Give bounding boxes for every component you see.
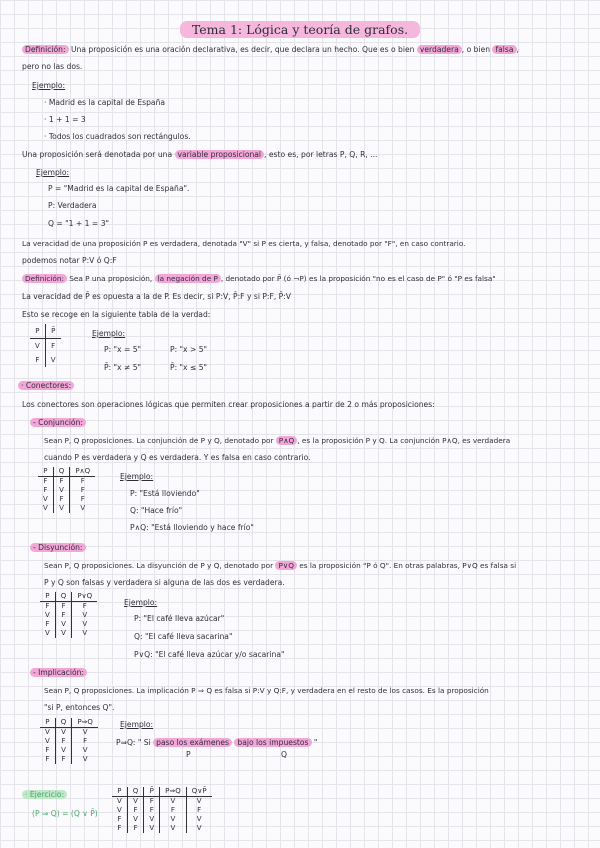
table-cell: V bbox=[45, 737, 50, 745]
table-cell: V bbox=[55, 728, 72, 738]
negation-example: P̄: "x ≠ 5" bbox=[104, 363, 142, 372]
table-cell: V bbox=[160, 815, 187, 824]
table-cell: V bbox=[45, 728, 50, 736]
negation-highlight: la negación de P bbox=[155, 274, 221, 283]
negation-example: P: "x > 5" bbox=[170, 345, 208, 354]
page-title: Tema 1: Lógica y teoría de grafos. bbox=[180, 21, 420, 38]
conjunction-heading-wrap bbox=[30, 418, 86, 428]
table-cell: F bbox=[186, 806, 211, 815]
table-cell: V bbox=[117, 797, 122, 805]
conjunction-line-2: cuando P es verdadera y Q es verdadera. Y es falsa en caso contrario. bbox=[44, 453, 311, 462]
implication-line-1: Sean P, Q proposiciones. La implicación P ⇒ Q es falsa si P:V y Q:F, y verdadera en el resto de los casos. Es la proposición bbox=[44, 686, 489, 695]
table-header-row bbox=[112, 787, 212, 797]
table-cell: F bbox=[53, 477, 70, 487]
table-cell: F bbox=[70, 495, 95, 504]
definition-text-b: , o bien bbox=[461, 45, 493, 54]
table-cell: F bbox=[43, 477, 48, 485]
disjunction-line-2: P y Q son falsas y verdadera si alguna de las dos es verdadera. bbox=[44, 578, 285, 587]
table-header: P̄ bbox=[45, 324, 60, 339]
implication-truth-table bbox=[40, 718, 98, 764]
table-header: Q∨P̄ bbox=[186, 787, 211, 797]
table-header: Q bbox=[55, 718, 72, 728]
conjunction-text-b: , es la proposición P y Q. La conjunción P∧Q, es verdadera bbox=[297, 436, 511, 445]
true-highlight: verdadera bbox=[417, 45, 462, 54]
negation-truth-table bbox=[30, 324, 61, 367]
table-header: P⇒Q bbox=[160, 787, 187, 797]
table-header: P bbox=[40, 718, 55, 728]
table-cell: F bbox=[55, 602, 72, 612]
exercise-heading: · Ejercicio: bbox=[22, 790, 67, 799]
veracity-line-1: La veracidad de una proposición P es verdadera, denotada "V" si P es cierta, y falsa, denotado por "F", en caso contrario. bbox=[22, 239, 466, 248]
implication-heading-wrap bbox=[30, 668, 87, 678]
table-cell: V bbox=[144, 824, 160, 833]
table-cell: V bbox=[45, 629, 50, 637]
table-header: P⇒Q bbox=[72, 718, 98, 728]
table-cell: V bbox=[45, 611, 50, 619]
table-cell: V bbox=[127, 797, 144, 807]
negation-example: P: "x = 5" bbox=[104, 345, 142, 354]
table-cell: V bbox=[55, 620, 72, 629]
table-row bbox=[30, 353, 61, 367]
definition-2-line-3: Esto se recoge en la siguiente tabla de la verdad: bbox=[22, 310, 211, 319]
variables-text-b: , esto es, por letras P, Q, R, ... bbox=[264, 150, 378, 159]
variables-line bbox=[22, 150, 377, 160]
table-header-row bbox=[40, 592, 97, 602]
table-header: P bbox=[112, 787, 127, 797]
example-heading-2: Ejemplo: bbox=[36, 168, 70, 177]
table-cell: V bbox=[127, 815, 144, 824]
exercise-formula: (P ⇒ Q) = (Q ∨ P̄) bbox=[32, 809, 98, 818]
conjunction-example: P∧Q: "Está lloviendo y hace frío" bbox=[130, 523, 254, 532]
table-header: Q bbox=[127, 787, 144, 797]
example-1-item: · Todos los cuadrados son rectángulos. bbox=[44, 132, 191, 141]
definition-1 bbox=[22, 45, 519, 55]
table-cell: V bbox=[45, 353, 60, 367]
definition-label: Definición: bbox=[22, 45, 69, 54]
table-cell: F bbox=[160, 806, 187, 815]
conjunction-truth-table bbox=[38, 467, 95, 513]
table-cell: V bbox=[53, 504, 70, 513]
disjunction-text-a: Sean P, Q proposiciones. La disyunción de P y Q, denotado por bbox=[44, 561, 276, 570]
table-header: P∨Q bbox=[72, 592, 97, 602]
table-cell: V bbox=[72, 620, 97, 629]
disjunction-example: P∨Q: "El café lleva azúcar y/o sacarina" bbox=[134, 650, 285, 659]
exercise-heading-wrap bbox=[22, 790, 67, 800]
table-cell: V bbox=[186, 824, 211, 833]
table-row bbox=[38, 486, 95, 495]
disjunction-example: P: "El café lleva azúcar" bbox=[134, 614, 225, 623]
example-heading-5: Ejemplo: bbox=[124, 598, 158, 607]
variable-highlight: variable proposicional bbox=[175, 150, 265, 159]
table-cell: F bbox=[117, 815, 122, 823]
table-row bbox=[40, 620, 97, 629]
table-cell: F bbox=[45, 620, 50, 628]
conjunction-text-a: Sean P, Q proposiciones. La conjunción de P y Q, denotado por bbox=[44, 436, 276, 445]
table-row bbox=[40, 602, 97, 612]
table-row bbox=[112, 815, 212, 824]
table-cell: V bbox=[186, 797, 211, 807]
disjunction-text-b: es la proposición "P ó Q". En otras palabras, P∨Q es falsa si bbox=[296, 561, 517, 570]
example-1-item: · 1 + 1 = 3 bbox=[44, 115, 86, 124]
negation-example: P̄: "x ≤ 5" bbox=[170, 363, 208, 372]
disjunction-line-1 bbox=[44, 561, 516, 571]
veracity-line-2: podemos notar P:V ó Q:F bbox=[22, 256, 117, 265]
conjunction-heading: - Conjunción: bbox=[30, 418, 86, 427]
table-cell: F bbox=[43, 486, 48, 494]
table-cell: F bbox=[72, 737, 98, 746]
connectors-heading: · Conectores: bbox=[18, 381, 74, 390]
variables-text-a: Una proposición será denotada por una bbox=[22, 150, 175, 159]
table-cell: F bbox=[72, 602, 97, 612]
connectors-intro: Los conectores son operaciones lógicas que permiten crear proposiciones a partir de 2 o más proposiciones: bbox=[22, 400, 435, 409]
disjunction-symbol-highlight: P∨Q bbox=[275, 561, 297, 570]
table-cell: V bbox=[72, 611, 97, 620]
definition-2-line-2: La veracidad de P̄ es opuesta a la de P. Es decir, si P:V, P̄:F y si P:F, P̄:V bbox=[22, 292, 292, 301]
table-cell: V bbox=[72, 728, 98, 738]
definition-text-a: Una proposición es una oración declarativa, es decir, que declara un hecho. Que es o bien bbox=[68, 45, 417, 54]
table-cell: F bbox=[55, 611, 72, 620]
definition-2 bbox=[22, 274, 496, 284]
table-header-row bbox=[38, 467, 95, 477]
table-header: P∧Q bbox=[70, 467, 95, 477]
example-heading-3: Ejemplo: bbox=[92, 329, 126, 338]
table-cell: V bbox=[43, 504, 48, 512]
disjunction-heading: - Disyunción: bbox=[30, 543, 86, 552]
table-row bbox=[40, 755, 98, 764]
table-cell: F bbox=[45, 755, 50, 763]
table-cell: V bbox=[144, 815, 160, 824]
table-cell: F bbox=[45, 746, 50, 754]
table-cell: F bbox=[70, 486, 95, 495]
disjunction-example: Q: "El café lleva sacarina" bbox=[134, 632, 233, 641]
table-cell: V bbox=[70, 504, 95, 513]
table-cell: V bbox=[186, 815, 211, 824]
conjunction-example: Q: "Hace frío" bbox=[130, 506, 183, 515]
conjunction-example: P: "Está lloviendo" bbox=[130, 489, 200, 498]
exercise-truth-table bbox=[112, 787, 212, 833]
table-cell: V bbox=[160, 824, 187, 833]
definition-label: Definición: bbox=[22, 274, 67, 283]
implication-example-text-a: P⇒Q: " Si bbox=[116, 738, 154, 747]
implication-example bbox=[116, 738, 317, 748]
conjunction-symbol-highlight: P∧Q bbox=[276, 436, 298, 445]
example-2-item: P = "Madrid es la capital de España". bbox=[48, 184, 190, 193]
table-row bbox=[112, 806, 212, 815]
implication-heading: - Implicación: bbox=[30, 668, 87, 677]
table-cell: V bbox=[35, 342, 40, 350]
table-cell: V bbox=[55, 746, 72, 755]
table-row bbox=[40, 737, 98, 746]
table-header-row bbox=[30, 324, 61, 339]
definition-2-text-a: Sea P una proposición, bbox=[66, 274, 155, 283]
table-row bbox=[38, 504, 95, 513]
example-heading-1: Ejemplo: bbox=[32, 81, 66, 90]
consequent-marker: Q bbox=[281, 750, 287, 759]
table-row bbox=[40, 629, 97, 638]
table-cell: F bbox=[144, 797, 160, 807]
example-2-item: P: Verdadera bbox=[48, 201, 97, 210]
implication-example-text-b: " bbox=[311, 738, 318, 747]
definition-2-text-b: , denotado por P̄ (ó ¬P) es la proposición "no es el caso de P" ó "P es falsa" bbox=[220, 274, 496, 283]
table-row bbox=[38, 495, 95, 504]
table-row bbox=[40, 728, 98, 738]
table-cell: V bbox=[117, 806, 122, 814]
table-cell: F bbox=[35, 356, 40, 364]
table-cell: V bbox=[53, 486, 70, 495]
table-cell: F bbox=[45, 339, 60, 354]
disjunction-truth-table bbox=[40, 592, 97, 638]
table-row bbox=[112, 797, 212, 807]
connectors-heading-wrap bbox=[18, 381, 74, 391]
table-cell: V bbox=[72, 755, 98, 764]
table-cell: F bbox=[127, 824, 144, 833]
table-cell: F bbox=[70, 477, 95, 487]
definition-text-c: , bbox=[516, 45, 519, 54]
table-cell: F bbox=[127, 806, 144, 815]
false-highlight: falsa bbox=[492, 45, 516, 54]
table-header: P bbox=[40, 592, 55, 602]
example-heading-6: Ejemplo: bbox=[120, 720, 154, 729]
table-cell: V bbox=[43, 495, 48, 503]
implication-line-2: "si P, entonces Q". bbox=[44, 703, 115, 712]
table-cell: F bbox=[117, 824, 122, 832]
title-row bbox=[0, 22, 600, 38]
table-cell: V bbox=[72, 746, 98, 755]
table-cell: F bbox=[144, 806, 160, 815]
table-row bbox=[40, 746, 98, 755]
table-row bbox=[112, 824, 212, 833]
table-header: Q bbox=[55, 592, 72, 602]
table-header: P̄ bbox=[144, 787, 160, 797]
table-header: P bbox=[30, 324, 45, 339]
table-cell: V bbox=[72, 629, 97, 638]
table-cell: V bbox=[160, 797, 187, 807]
table-cell: F bbox=[55, 737, 72, 746]
table-header: P bbox=[38, 467, 53, 477]
table-row bbox=[38, 477, 95, 487]
antecedent-highlight: paso los exámenes bbox=[153, 738, 232, 747]
definition-1-line-2: pero no las dos. bbox=[22, 62, 83, 71]
antecedent-marker: P bbox=[186, 750, 191, 759]
table-cell: F bbox=[45, 602, 50, 610]
conjunction-line-1 bbox=[44, 436, 510, 446]
example-1-item: · Madrid es la capital de España bbox=[44, 98, 166, 107]
example-heading-4: Ejemplo: bbox=[120, 472, 154, 481]
table-row bbox=[40, 611, 97, 620]
table-cell: V bbox=[55, 629, 72, 638]
table-row bbox=[30, 339, 61, 354]
table-cell: F bbox=[53, 495, 70, 504]
consequent-highlight: bajo los impuestos bbox=[234, 738, 311, 747]
table-header: Q bbox=[53, 467, 70, 477]
table-header-row bbox=[40, 718, 98, 728]
table-cell: F bbox=[55, 755, 72, 764]
example-2-item: Q = "1 + 1 = 3" bbox=[48, 219, 110, 228]
disjunction-heading-wrap bbox=[30, 543, 86, 553]
